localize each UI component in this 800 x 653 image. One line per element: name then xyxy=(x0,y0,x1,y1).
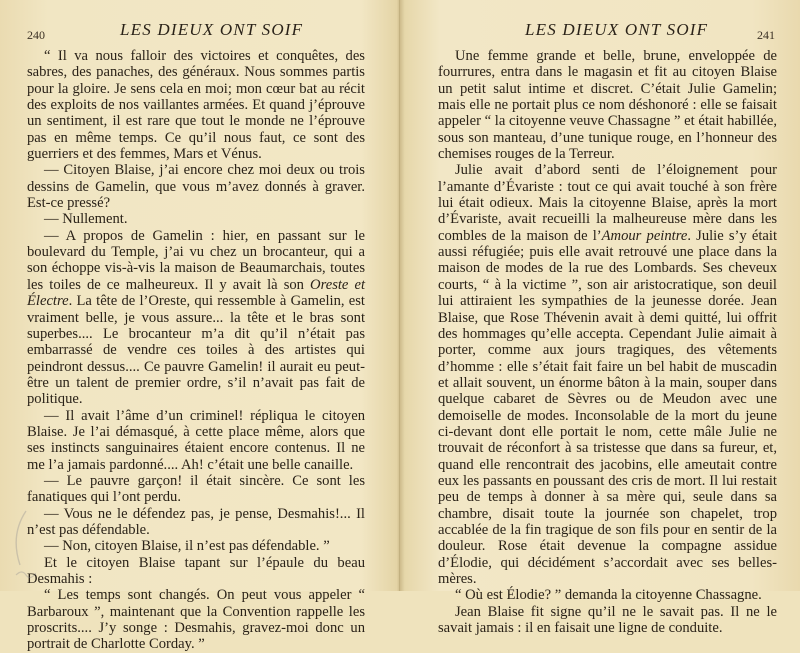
paragraph: — Nullement. xyxy=(44,211,128,228)
painting-title: Oreste et Électre xyxy=(27,276,366,310)
paragraph-text: . La tête de l’Oreste, qui ressemble à Gamelin, est vraiment belle, je vous assure... la tête et le bras sont superbes.... Le brocanteur m’a dit qu’il n’était pas embarrassé de vendre ces toiles à des artistes qui peindront dessus.... Ce pauvre Gamelin! il aurait eu peut-être un talent de premier ordre, s’il n’avait pas fait de politique. xyxy=(27,293,365,408)
right-page-number: 241 xyxy=(757,28,775,42)
paragraph: “ Où est Élodie? ” demanda la citoyenne Chassagne. xyxy=(455,587,762,604)
paragraph xyxy=(27,228,365,408)
right-running-head: LES DIEUX ONT SOIF xyxy=(525,20,709,39)
paragraph: — Il avait l’âme d’un criminel! répliqua le citoyen Blaise. Je l’ai démasqué, à cette place même, alors que ses instincts sanguinaires étaient encore contenus. Il ne me l’a jamais pardonné.... Ah! c’était une belle canaille. xyxy=(27,407,365,473)
paragraph: Et le citoyen Blaise tapant sur l’épaule du beau Desmahis : xyxy=(27,554,365,587)
paragraph-text: . Julie s’y était aussi réfugiée; puis elle avait retrouvé une place dans la maison de modes de la rue des Lombards. Ses cheveux courts, “ à la victime ”, son air aristocratique, son deuil lui attiraient les sympathies de la jeunesse dorée. Jean Blaise, que Rose Thévenin avait à demi quitté, lui offrit des hommages qu’elle accepta. Cependant Julie aimait à porter, comme aux jours tragiques, des vêtements d’homme : elle s’était fait faire un bel habit de muscadin et allait souvent, un énorme bâton à la main, souper dans quelque cabaret de Sèvres ou de Meudon avec une demoiselle de modes. Inconsolable de la mort du jeune ci-devant dont elle portait le nom, cette mâle Julie ne trouvait de réconfort à sa tristesse que dans sa fureur, et, quand elle rencontrait des jacobins, elle ameutait contre eux les passants en poussant des cris de mort. Il lui restait peu de temps à donner à sa mère qui, seule dans sa chambre, disait toute la journée son chapelet, trop accablée de la fin tragique de son fils pour en sentir de la douleur. Rose était devenue la compagne assidue d’Élodie, qui décidément s’accordait avec ses belles-mères. xyxy=(438,227,777,587)
paragraph-text: — A propos de Gamelin : hier, en passant sur le boulevard du Temple, j’ai vu chez un brocanteur, qui a son échoppe vis-à-vis la maison de Beaumarchais, toutes les toiles de ce malheureux. Il y avait là son xyxy=(27,227,365,293)
paragraph: “ Les temps sont changés. On peut vous appeler “ Barbaroux ”, maintenant que la Convention rappelle les proscrits.... J’y songe : Desmahis, gravez-moi donc un portrait de Charlotte Corday. ” xyxy=(27,587,365,653)
right-page xyxy=(400,0,800,637)
paragraph-text: Julie avait d’abord senti de l’éloignement pour l’amante d’Évariste : tout ce qui avait touché à son frère lui était odieux. Mais la citoyenne Blaise, après la mort d’Évariste, avait recueilli la malheureuse mère dans les combles de la maison de l’ xyxy=(438,162,777,244)
paragraph: — Citoyen Blaise, j’ai encore chez moi deux ou trois dessins de Gamelin, que vous m’avez donnés à graver. Est-ce pressé? xyxy=(27,162,365,212)
right-text-block xyxy=(438,48,777,636)
paragraph xyxy=(438,162,777,587)
paragraph: “ Il va nous falloir des victoires et conquêtes, des sabres, des panaches, des généraux. Nous sommes partis pour la gloire. Je sens cela en moi; mon cœur bat au récit des exploits de nos vaillantes armées. Et quand j’éprouve un sentiment, il est rare que tout le monde ne l’éprouve pas en même temps. Ce qu’il nous faut, ce sont des guerriers et des femmes, Mars et Vénus. xyxy=(27,48,365,163)
paragraph: — Non, citoyen Blaise, il n’est pas défendable. ” xyxy=(44,538,330,555)
paragraph: — Le pauvre garçon! il était sincère. Ce sont les fanatiques qui l’ont perdu. xyxy=(27,472,365,506)
paragraph: — Vous ne le défendez pas, je pense, Desmahis!... Il n’est pas défendable. xyxy=(27,505,365,538)
pencil-bracket-annotation xyxy=(6,505,36,585)
paragraph: Jean Blaise fit signe qu’il ne le savait pas. Il ne le savait jamais : il en faisait une ligne de conduite. xyxy=(438,603,777,637)
left-running-head: LES DIEUX ONT SOIF xyxy=(120,20,304,39)
paragraph: Une femme grande et belle, brune, enveloppée de fourrures, entra dans le magasin et fit au citoyen Blaise un petit salut intime et discret. C’était Julie Gamelin; mais elle ne portait plus ce nom déshonoré : elle se faisait appeler “ la citoyenne veuve Chassagne ” et était habillée, sous son manteau, d’une tunique rouge, en l’honneur des chemises rouges de la Terreur. xyxy=(438,48,777,163)
left-page-number: 240 xyxy=(27,28,45,42)
shop-name: Amour peintre xyxy=(601,227,688,244)
left-text-block xyxy=(27,48,365,653)
